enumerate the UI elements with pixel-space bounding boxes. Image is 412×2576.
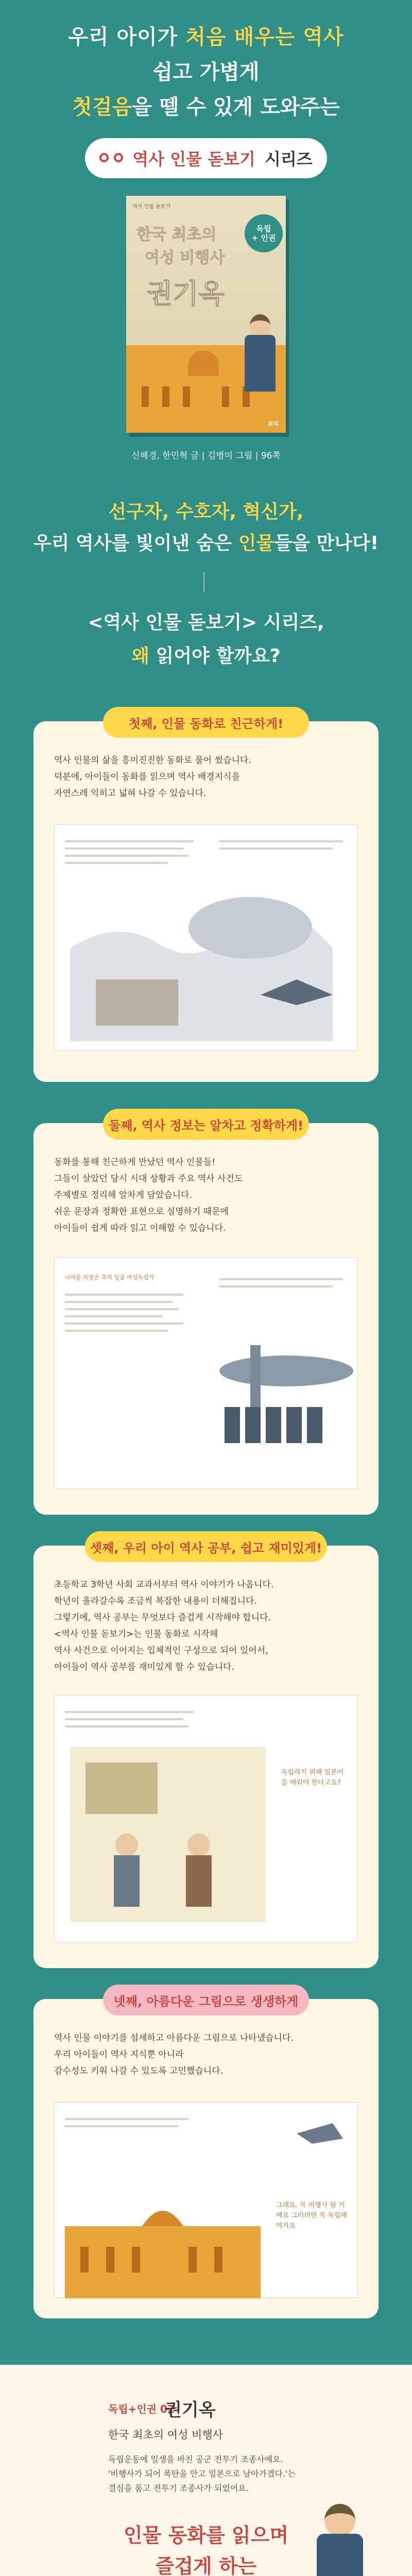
section-4-illustration [54,2102,358,2298]
pilot-illustration [239,314,281,402]
footer-section [0,2365,412,2576]
section-ribbon-1: 첫째, 인물 동화로 친근하게! [103,707,309,738]
section-1-line-3: 자연스레 익히고 넓혀 나갈 수 있습니다. [54,788,207,799]
section-3-line-3: 그렇기에, 역사 공부는 무엇보다 즐겁게 시작해야 합니다. [54,1613,271,1623]
tagline-line-2-a: 우리 역사를 빛이낸 숨은 [33,533,238,554]
book-badge [245,214,283,252]
hero-line-2: 쉽고 가볍게 [152,60,260,84]
book-small-tag: 역사 인물 돋보기 [132,204,170,210]
section-1-line-1: 역사 인물의 삶을 흥미진진한 동화로 풀어 썼습니다. [54,755,251,766]
section-ribbon-3: 셋째, 우리 아이 역사 공부, 쉽고 재미있게! [85,1531,327,1562]
hero-line-1-text: 우리 아이가 [68,25,186,49]
section-4-line-3: 감수성도 키워 나갈 수 있도록 고민했습니다. [54,2066,224,2076]
section-ribbon-4: 넷째, 아름다운 그림으로 생생하게 [103,1985,309,2015]
tagline-line-2 [0,529,412,555]
book-logo: 보리 [267,420,279,427]
section-3-speech-bubble: 독립하기 위해 일본어를 배워야 한다고요? [281,1769,344,1787]
section-text-2 [54,1154,363,1236]
section-2-illustration [54,1257,358,1489]
glasses-icon [99,152,123,164]
classroom-illustration [55,1696,358,1943]
why-highlight: 왜 [131,646,150,667]
book-name: 권기옥 [147,279,225,310]
book-cover [126,196,286,433]
book-title-line-2: 여성 비행사 [145,249,225,267]
footer-desc-line-3: 결심을 품고 전투기 조종사가 되었어요. [108,2483,249,2493]
section-text-4 [54,2030,363,2079]
airplane-illustration [55,1258,358,1489]
tagline-line-2-b: 들을 만나다! [274,533,379,554]
why-line-2-text: 읽어야 할까요? [149,646,281,667]
section-1-line-2: 덕분에, 아이들이 동화를 읽으며 역사 배경지식을 [54,772,240,782]
hero-line-3 [0,91,412,120]
section-4-speech-bubble: 그래요. 꼭 비행사 될 거예요 그러려면 꼭 독립해야지요 [276,2201,347,2230]
war-scene-illustration [55,825,358,1052]
section-2-line-5: 아이들이 쉽게 따라 읽고 이해할 수 있습니다. [54,1223,226,1233]
series-pill [85,138,327,178]
series-label: 역사 인물 돋보기 [132,149,255,169]
footer-subtitle: 한국 최초의 여성 비행사 [108,2429,223,2441]
hero-line-1 [0,21,412,50]
divider [203,572,204,592]
section-2-line-1: 동화를 통해 친근하게 만났던 역사 인물들! [54,1157,216,1167]
footer-name: 권기옥 [165,2400,216,2420]
section-ribbon-2: 둘째, 역사 정보는 알차고 정확하게! [103,1109,309,1140]
why-line-2 [0,641,412,668]
footer-desc-line-1: 독립운동에 일생을 바친 공군 전투기 조종사예요. [108,2454,283,2464]
tagline-line-2-highlight: 인물 [238,533,274,554]
hero-line-3-text: 을 뗄 수 있게 도와주는 [132,95,340,119]
section-3-line-2: 학년이 올라갈수록 조금씩 복잡한 내용이 더해집니다. [54,1596,257,1606]
hero-line-1-highlight: 처음 배우는 역사 [185,25,344,49]
section-3-line-4: <역사 인물 돋보기>는 인물 동화로 시작해 [54,1629,218,1639]
section-2-caption: 나라를 되찾은 후의 일곱 여성독립가 [65,1274,154,1281]
book-credit: 신혜경, 한민혁 글 | 김병미 그림 | 96쪽 [131,451,281,461]
series-suffix: 시리즈 [264,149,313,169]
footer-pilot-illustration [309,2504,371,2576]
section-2-line-4: 쉬운 문장과 정확한 표현으로 설명하기 때문에 [54,1207,229,1217]
book-badge-text: 독립 + 인권 [251,224,276,243]
footer-label: 독립+인권 02 [108,2403,175,2415]
hero-line-3-highlight: 첫걸음 [72,95,132,119]
footer-desc-line-2: '비행사가 되어 폭탄을 안고 일본으로 날아가겠다.'는 [108,2469,296,2479]
footer-description [108,2452,355,2496]
section-card-2 [33,1118,379,1515]
section-3-line-1: 초등학교 3학년 사회 교과서부터 역사 이야기가 나옵니다. [54,1580,274,1590]
footer-slogan-1: 인물 동화를 읽으며 [123,2524,289,2547]
book-title-line-1: 한국 최초의 [136,226,217,244]
section-4-line-1: 역사 인물 이야기를 섬세하고 아름다운 그림으로 나타냈습니다. [54,2033,294,2043]
section-card-3 [33,1540,379,1968]
tagline-line-1: 선구자, 수호자, 혁신가, [108,501,304,522]
section-2-line-2: 그들이 살았던 당시 시대 상황과 주요 역사 사건도 [54,1174,243,1184]
section-text-3 [54,1577,363,1675]
section-4-line-2: 우리 아이들이 역사 지식뿐 아니라 [54,2049,184,2060]
footer-slogan-2: 즐겁게 하는 [155,2555,257,2576]
section-1-illustration [54,824,358,1051]
section-3-illustration [54,1695,358,1942]
section-card-1 [33,716,379,1082]
section-3-line-5: 역사 사건으로 이어지는 입체적인 구성으로 되어 있어서, [54,1646,268,1656]
section-card-4 [33,1994,379,2318]
why-line-1: <역사 인물 돋보기> 시리즈, [88,612,324,633]
section-3-line-6: 아이들이 역사 공부를 재미있게 할 수 있습니다. [54,1662,234,1672]
section-text-1 [54,752,363,802]
section-2-line-3: 주제별로 정리해 알차게 담았습니다. [54,1190,192,1200]
hero-section [0,0,412,814]
